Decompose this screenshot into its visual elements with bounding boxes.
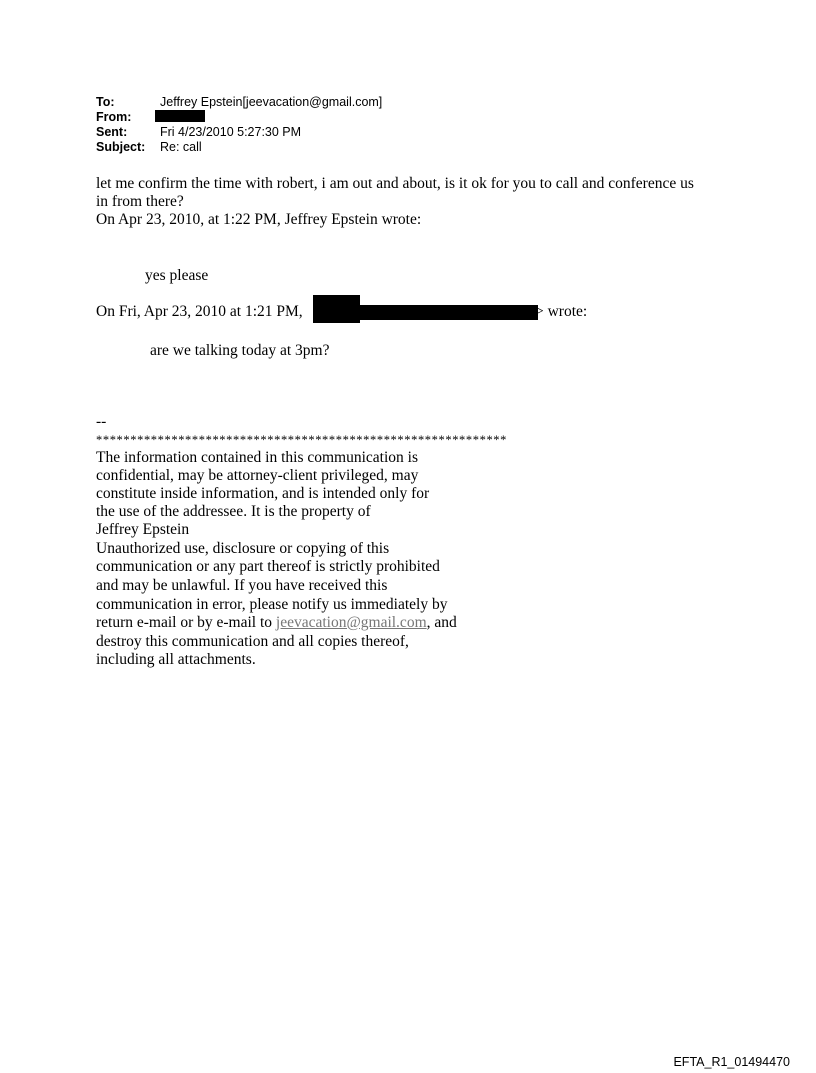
- disclaimer-line: communication or any part thereof is strictly prohibited: [96, 558, 440, 575]
- disclaimer-text: return e-mail or by e-mail to: [96, 614, 276, 631]
- from-label: From:: [96, 110, 132, 124]
- star-divider: ************************************************************: [96, 433, 507, 447]
- subject-label: Subject:: [96, 140, 146, 154]
- disclaimer-line: including all attachments.: [96, 651, 256, 668]
- sent-row: [96, 125, 382, 140]
- signature-dashes: --: [96, 413, 107, 430]
- disclaimer-line: Jeffrey Epstein: [96, 521, 190, 538]
- email-link[interactable]: jeevacation@gmail.com: [275, 614, 427, 631]
- redaction-box: [155, 110, 205, 122]
- quote-intro: On Apr 23, 2010, at 1:22 PM, Jeffrey Epstein wrote:: [96, 211, 422, 228]
- disclaimer-line: destroy this communication and all copies thereof,: [96, 633, 409, 650]
- to-value: Jeffrey Epstein[jeevacation@gmail.com]: [160, 95, 383, 109]
- subject-value: Re: call: [160, 140, 202, 154]
- sent-value: Fri 4/23/2010 5:27:30 PM: [160, 125, 302, 139]
- disclaimer-line: Unauthorized use, disclosure or copying of this: [96, 540, 390, 557]
- disclaimer-line: confidential, may be attorney-client privileged, may: [96, 467, 419, 484]
- sent-label: Sent:: [96, 125, 128, 139]
- from-row: [96, 110, 382, 125]
- original-message: are we talking today at 3pm?: [150, 342, 330, 359]
- to-label: To:: [96, 95, 115, 109]
- email-header: [96, 95, 382, 155]
- disclaimer-text: , and: [426, 614, 457, 631]
- disclaimer-line: The information contained in this communication is: [96, 449, 418, 466]
- message-line-1: let me confirm the time with robert, i am out and about, is it ok for you to call and conference us: [96, 175, 694, 192]
- quote2-prefix: On Fri, Apr 23, 2010 at 1:21 PM,: [96, 303, 303, 320]
- redaction-box: [358, 305, 538, 320]
- to-row: [96, 95, 382, 110]
- subject-row: [96, 140, 382, 155]
- disclaimer-line: [96, 614, 457, 632]
- disclaimer-line: communication in error, please notify us immediately by: [96, 596, 448, 613]
- document-id: EFTA_R1_01494470: [673, 1055, 790, 1069]
- quote2-suffix: > wrote:: [535, 303, 588, 320]
- disclaimer-line: constitute inside information, and is intended only for: [96, 485, 430, 502]
- redaction-box: [313, 295, 360, 323]
- disclaimer-line: the use of the addressee. It is the property of: [96, 503, 371, 520]
- message-line-2: in from there?: [96, 193, 184, 210]
- disclaimer-line: and may be unlawful. If you have received this: [96, 577, 388, 594]
- reply-text: yes please: [145, 267, 209, 284]
